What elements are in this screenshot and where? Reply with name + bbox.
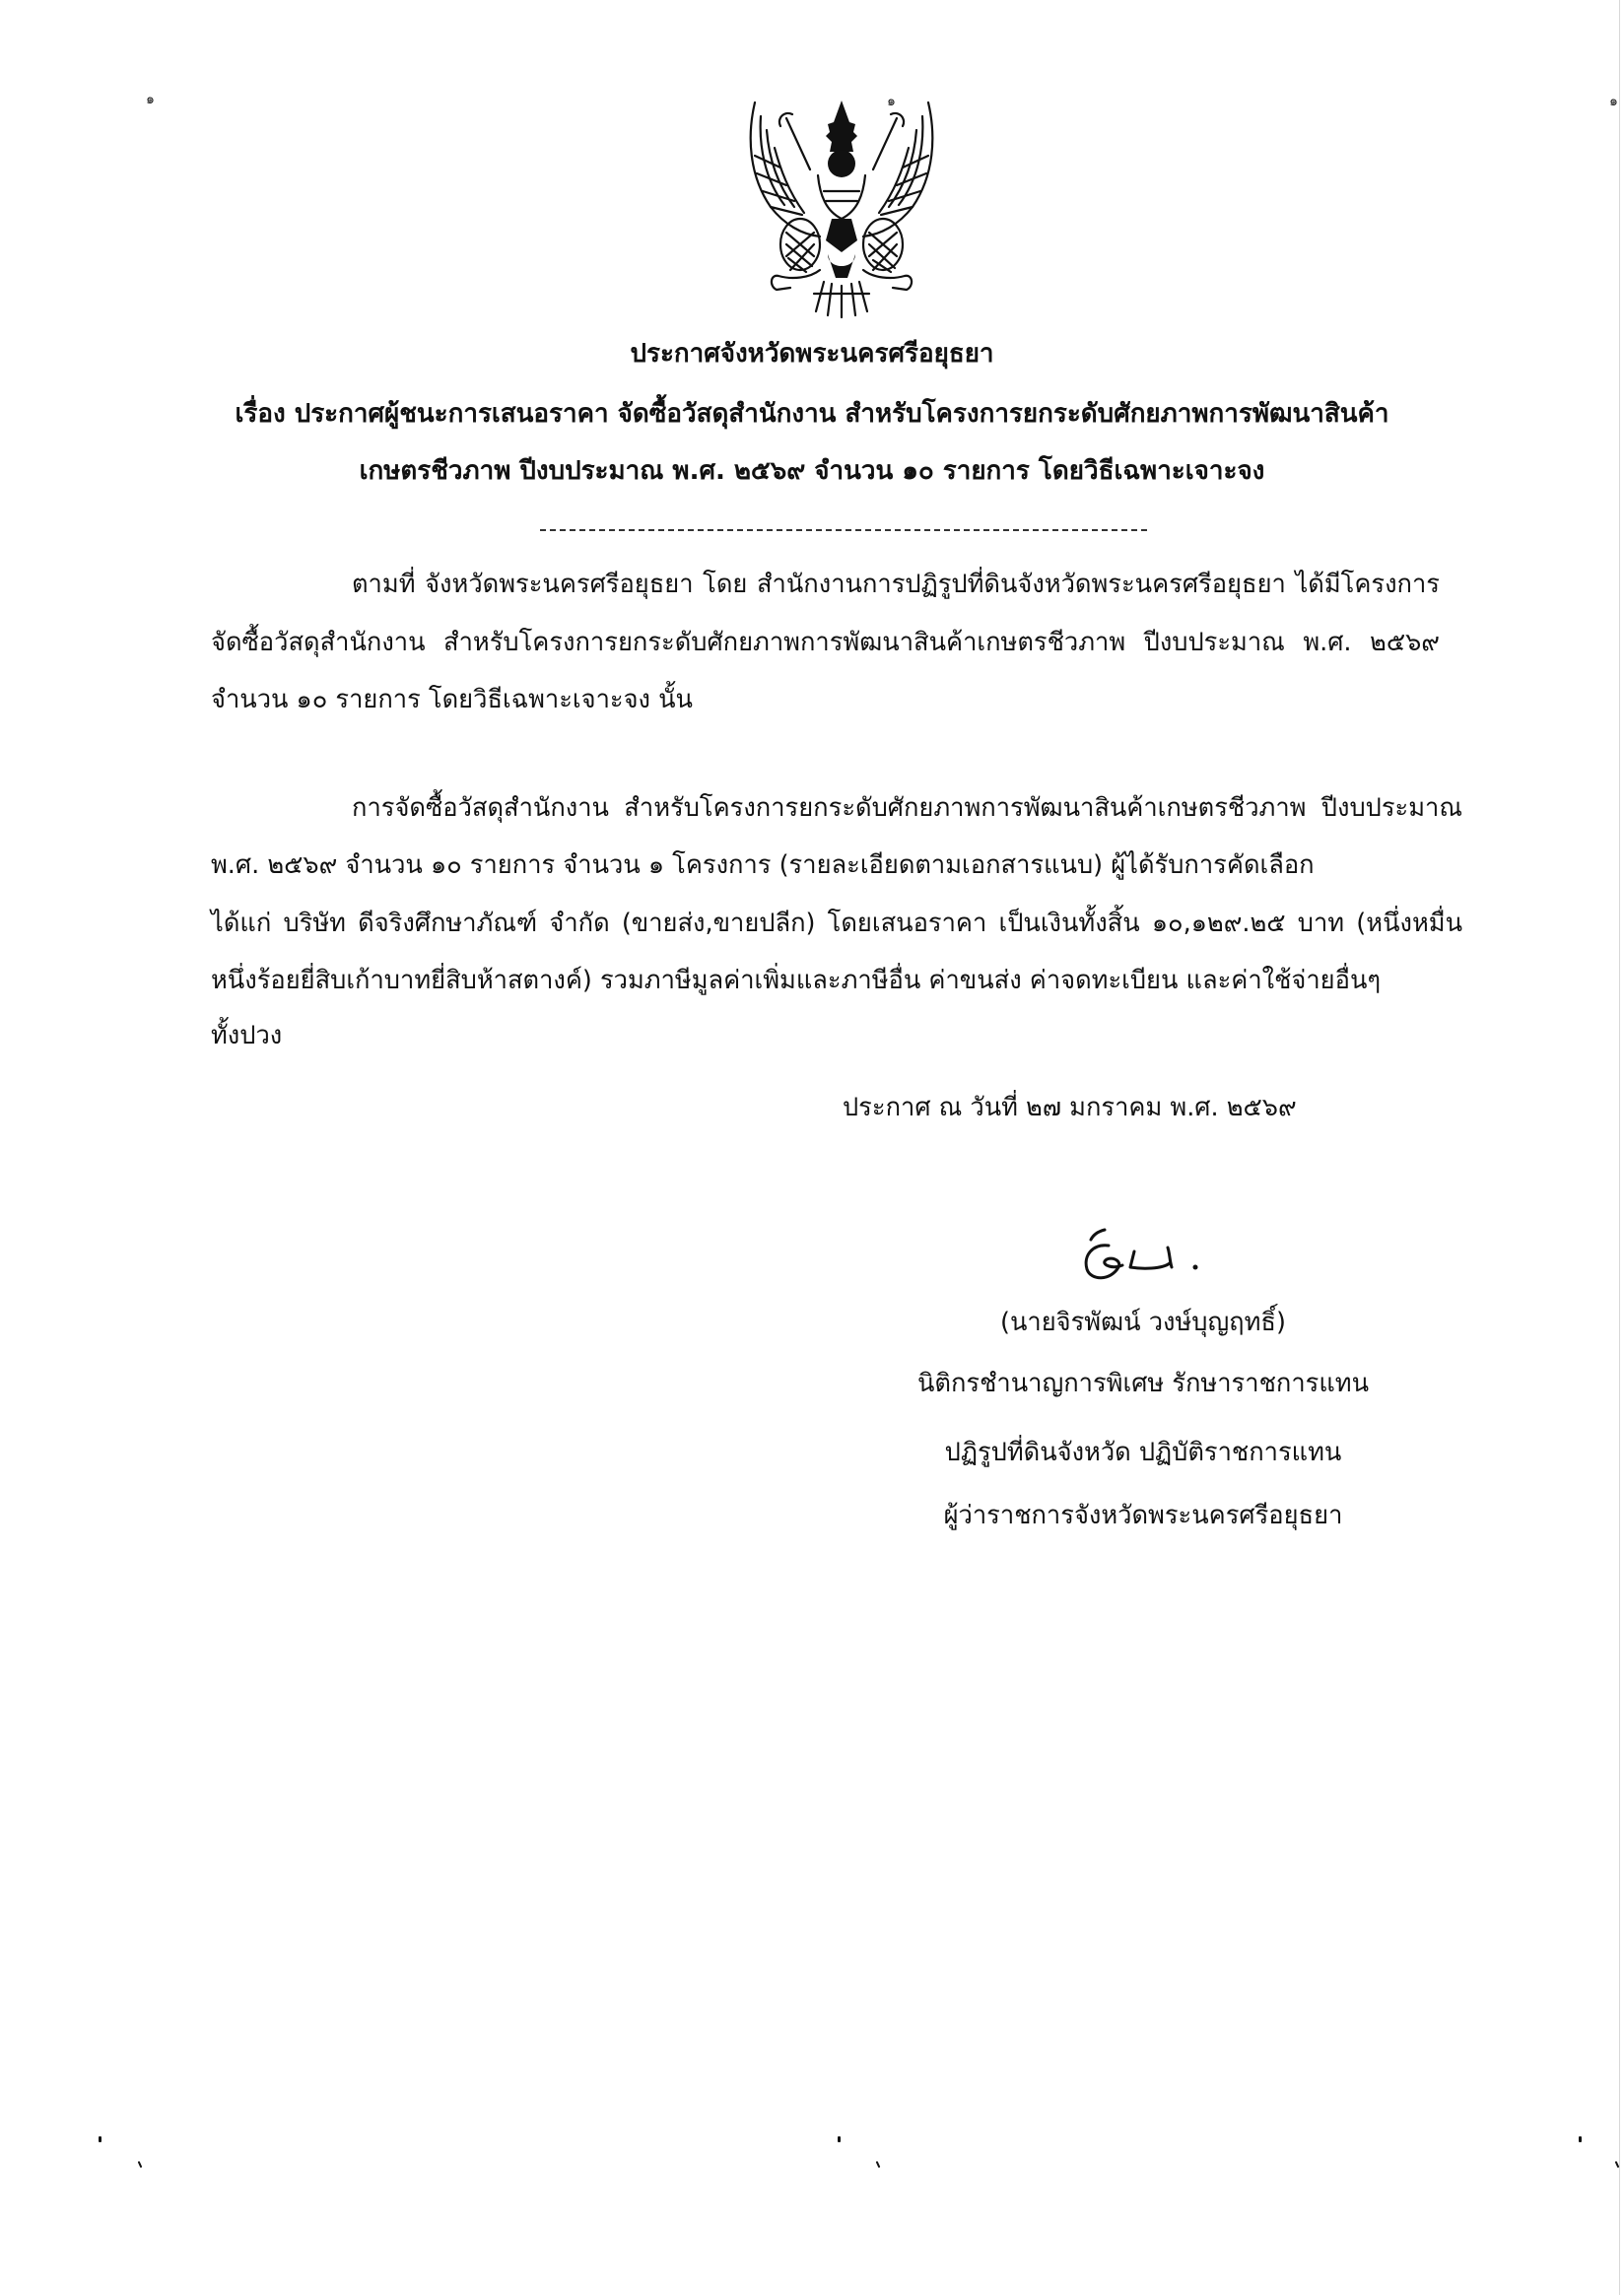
scan-speck	[99, 2136, 102, 2142]
scan-speck	[876, 2161, 881, 2168]
paragraph-2-line-2: พ.ศ. ๒๕๖๙ จำนวน ๑๐ รายการ จำนวน ๑ โครงการ (รายละเอียดตามเอกสารแนบ) ผู้ได้รับการคัดเลือก	[211, 850, 1315, 880]
scan-speck	[138, 2161, 143, 2168]
signatory-position-line-3: ผู้ว่าราชการจังหวัดพระนครศรีอยุธยา	[943, 1501, 1343, 1530]
announcement-date: ประกาศ ณ วันที่ ๒๗ มกราคม พ.ศ. ๒๕๖๙	[843, 1093, 1297, 1122]
paragraph-2-line-4: หนึ่งร้อยยี่สิบเก้าบาทยี่สิบห้าสตางค์) รวมภาษีมูลค่าเพิ่มและภาษีอื่น ค่าขนส่ง ค่าจดทะเบียน และค่าใช้จ่ายอื่นๆ	[211, 966, 1382, 995]
signatory-position-line-1: นิติกรชำนาญการพิเศษ รักษาราชการแทน	[916, 1369, 1370, 1398]
announcement-issuer: ประกาศจังหวัดพระนครศรีอยุธยา	[630, 339, 994, 369]
paragraph-2-line-3: ได้แก่ บริษัท ดีจริงศึกษาภัณฑ์ จำกัด (ขายส่ง,ขายปลีก) โดยเสนอราคา เป็นเงินทั้งสิ้น ๑๐,๑๒๙.๒๕ บาท (หนึ่งหมื่น	[211, 909, 1462, 938]
announcement-subject-line-2: เกษตรชีวภาพ ปีงบประมาณ พ.ศ. ๒๕๖๙ จำนวน ๑๐ รายการ โดยวิธีเฉพาะเจาะจง	[359, 456, 1265, 486]
paragraph-1-line-2: จัดซื้อวัสดุสำนักงาน สำหรับโครงการยกระดับศักยภาพการพัฒนาสินค้าเกษตรชีวภาพ ปีงบประมาณ พ.ศ. ๒๕๖๙	[211, 628, 1440, 657]
signature-icon	[1079, 1222, 1237, 1291]
signatory-name: (นายจิรพัฒน์ วงษ์บุญฤทธิ์)	[1000, 1308, 1286, 1337]
page-number-mark-right: ๑	[1609, 94, 1618, 109]
paragraph-1-line-3: จำนวน ๑๐ รายการ โดยวิธีเฉพาะเจาะจง นั้น	[211, 685, 693, 714]
paragraph-2-line-1: การจัดซื้อวัสดุสำนักงาน สำหรับโครงการยกระดับศักยภาพการพัฒนาสินค้าเกษตรชีวภาพ ปีงบประมาณ	[352, 793, 1462, 823]
signatory-position-line-2: ปฏิรูปที่ดินจังหวัด ปฏิบัติราชการแทน	[944, 1438, 1342, 1467]
scan-speck	[1579, 2136, 1582, 2142]
paragraph-2-line-5: ทั้งปวง	[211, 1021, 283, 1050]
announcement-subject-line-1: เรื่อง ประกาศผู้ชนะการเสนอราคา จัดซื้อวัสดุสำนักงาน สำหรับโครงการยกระดับศักยภาพการพัฒนาสินค้า	[235, 399, 1389, 429]
page-number-mark-left: ๑	[146, 92, 155, 107]
title-divider	[540, 529, 1147, 531]
garuda-emblem-icon	[741, 94, 942, 319]
paragraph-1-line-1: ตามที่ จังหวัดพระนครศรีอยุธยา โดย สำนักงานการปฏิรูปที่ดินจังหวัดพระนครศรีอยุธยา ได้มีโครงการ	[352, 570, 1440, 599]
scan-speck	[838, 2136, 841, 2142]
page-number-mark-center: ๑	[887, 94, 896, 109]
